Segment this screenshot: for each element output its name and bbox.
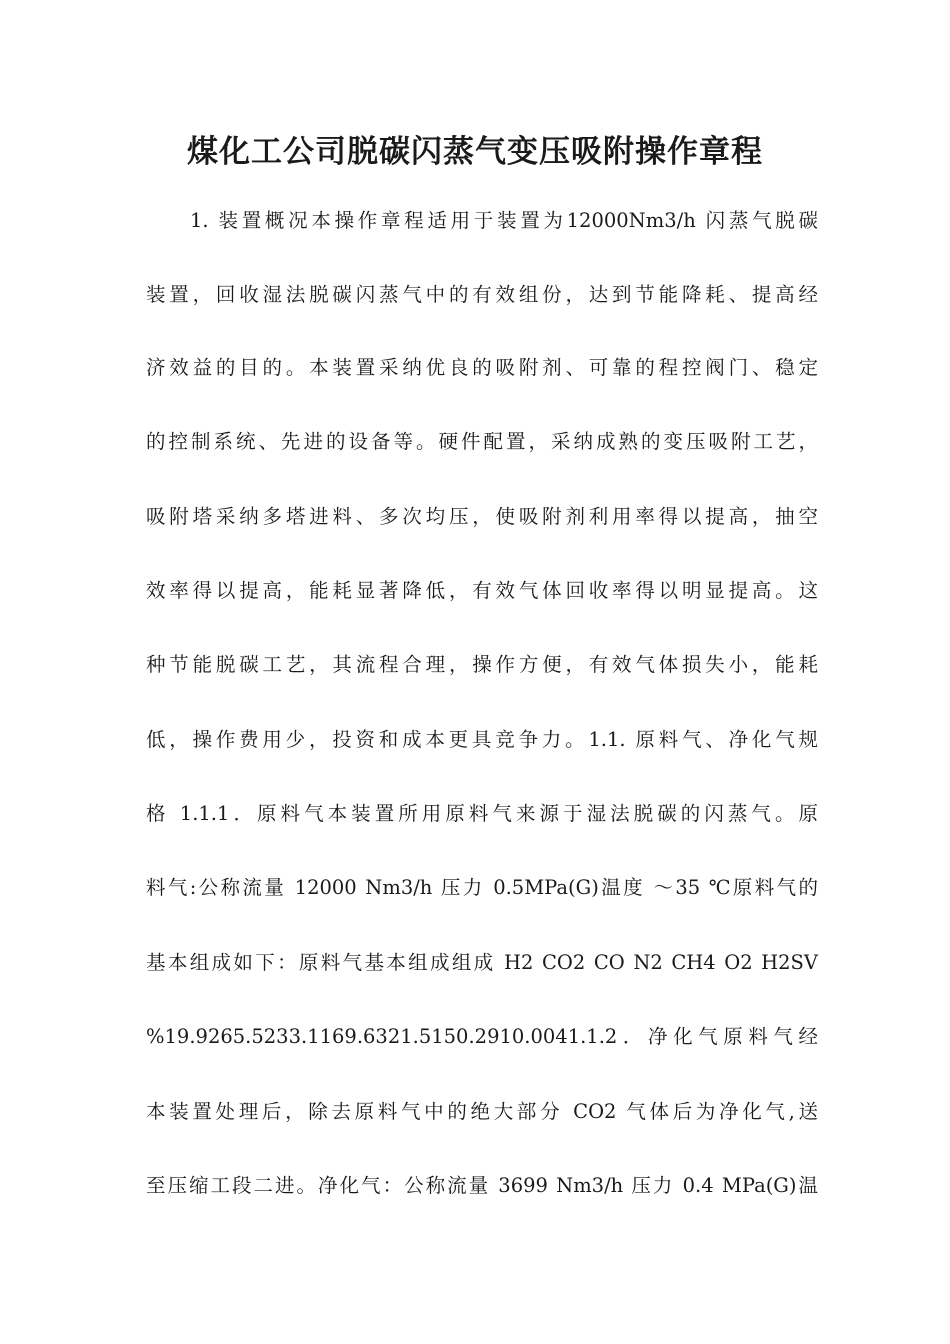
paragraph-line-6: 效率得以提高，能耗显著降低，有效气体回收率得以明显提高。这: [146, 579, 818, 602]
paragraph-line-5: 吸附塔采纳多塔进料、多次均压，使吸附剂利用率得以提高，抽空: [146, 505, 818, 528]
paragraph-line-11: 基本组成如下：原料气基本组成组成 H2 CO2 CO N2 CH4 O2 H2SV: [146, 951, 818, 974]
paragraph-line-8: 低，操作费用少，投资和成本更具竞争力。1.1. 原料气、净化气规: [146, 728, 818, 751]
paragraph-line-1: 1. 装置概况本操作章程适用于装置为12000Nm3/h 闪蒸气脱碳: [190, 209, 818, 232]
paragraph-line-14: 至压缩工段二进。净化气：公称流量 3699 Nm3/h 压力 0.4 MPa(G)温: [146, 1174, 818, 1197]
paragraph-line-10: 料气:公称流量 12000 Nm3/h 压力 0.5MPa(G)温度 ～35 ℃原料气的: [146, 876, 818, 899]
paragraph-line-7: 种节能脱碳工艺，其流程合理，操作方便，有效气体损失小，能耗: [146, 653, 818, 676]
paragraph-line-13: 本装置处理后，除去原料气中的绝大部分 CO2 气体后为净化气,送: [146, 1100, 818, 1123]
paragraph-line-3: 济效益的目的。本装置采纳优良的吸附剂、可靠的程控阀门、稳定: [146, 356, 818, 379]
paragraph-line-9: 格 1.1.1．原料气本装置所用原料气来源于湿法脱碳的闪蒸气。原: [146, 802, 818, 825]
document-title: 煤化工公司脱碳闪蒸气变压吸附操作章程: [187, 134, 763, 170]
paragraph-line-4: 的控制系统、先进的设备等。硬件配置，采纳成熟的变压吸附工艺，: [146, 430, 818, 453]
paragraph-line-2: 装置，回收湿法脱碳闪蒸气中的有效组份，达到节能降耗、提高经: [146, 283, 818, 306]
paragraph-line-12: %19.9265.5233.1169.6321.5150.2910.0041.1.2．净化气原料气经: [146, 1025, 818, 1048]
